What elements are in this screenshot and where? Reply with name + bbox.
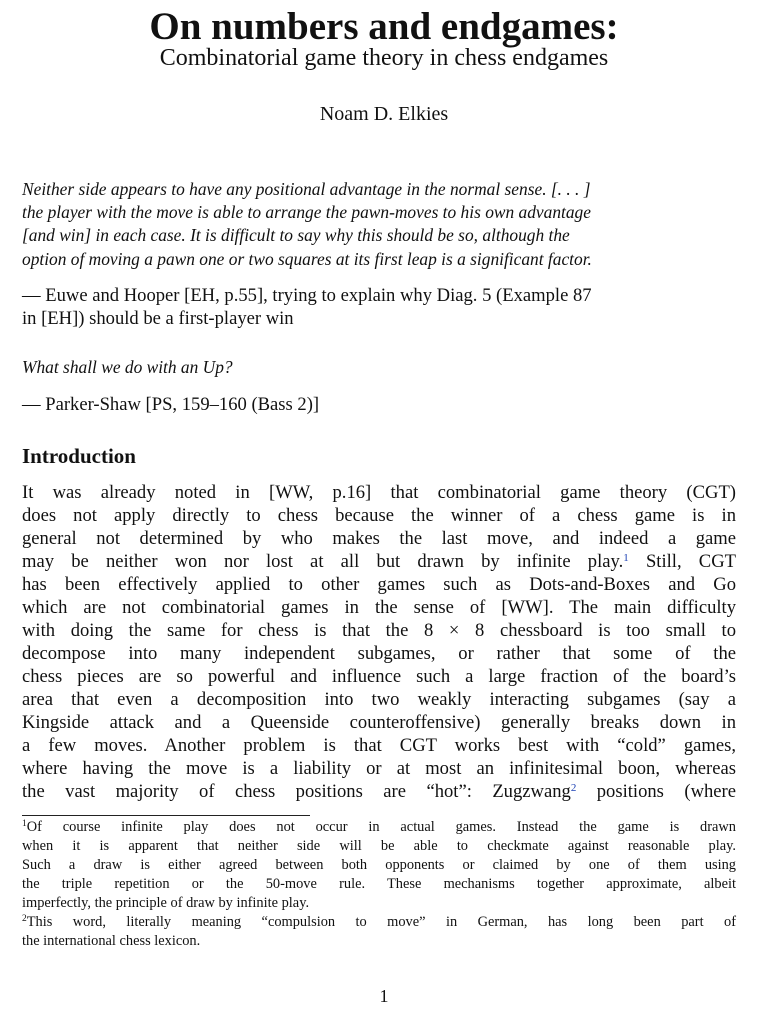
section-heading: Introduction bbox=[22, 444, 136, 468]
footnote-ref-2-link[interactable]: 2 bbox=[570, 782, 577, 794]
body-line: where having the move is a liability or at most an infinitesimal boon, whereas bbox=[22, 758, 736, 779]
epigraph-quote-line: Neither side appears to have any positional advantage in the normal sense. [. . . ] bbox=[22, 179, 591, 199]
footnote-1-line: when it is apparent that neither side will be able to checkmate against reasonable play. bbox=[22, 838, 736, 854]
paper-subtitle: Combinatorial game theory in chess endgames bbox=[159, 45, 609, 71]
footnote-1-line: Such a draw is either agreed between both opponents or claimed by one of them using bbox=[22, 857, 736, 873]
footnote-text: Of course infinite play does not occur in actual games. Instead the game is drawn bbox=[26, 819, 736, 835]
body-line: a few moves. Another problem is that CGT works best with “cold” games, bbox=[22, 735, 736, 756]
footnote-1-line: imperfectly, the principle of draw by infinite play. bbox=[22, 895, 310, 911]
epigraph-quote-line: option of moving a pawn one or two squares at its first leap is a significant factor. bbox=[22, 249, 592, 269]
body-line: does not apply directly to chess because the winner of a chess game is in bbox=[22, 505, 736, 526]
footnote-1-line: the triple repetition or the 50-move rule. These mechanisms together approximate, albeit bbox=[22, 876, 736, 892]
footnote-ref-1-link[interactable]: 1 bbox=[623, 552, 629, 564]
body-line: chess pieces are so powerful and influence such a large fraction of the board’s bbox=[22, 666, 736, 687]
footnote-text: This word, literally meaning “compulsion to move” in German, has long been part of bbox=[26, 914, 736, 930]
body-line: It was already noted in [WW, p.16] that combinatorial game theory (CGT) bbox=[22, 482, 736, 503]
body-text: may be neither won nor lost at all but drawn by infinite play. bbox=[22, 551, 624, 572]
footnote-1-line bbox=[22, 818, 736, 837]
epigraph-quote-line: [and win] in each case. It is difficult to say why this should be so, although the bbox=[22, 225, 570, 245]
body-line: which are not combinatorial games in the sense of [WW]. The main difficulty bbox=[22, 597, 736, 618]
body-line bbox=[22, 780, 736, 803]
epigraph-attribution-line: in [EH]) should be a first-player win bbox=[22, 308, 294, 329]
body-line: Kingside attack and a Queenside counteroffensive) generally breaks down in bbox=[22, 712, 736, 733]
body-line: has been effectively applied to other games such as Dots-and-Boxes and Go bbox=[22, 574, 736, 595]
epigraph-attribution-line: — Euwe and Hooper [EH, p.55], trying to explain why Diag. 5 (Example 87 bbox=[22, 285, 592, 306]
body-line: with doing the same for chess is that the 8 × 8 chessboard is too small to bbox=[22, 620, 736, 641]
body-text: the vast majority of chess positions are “hot”: Zugzwang bbox=[22, 781, 571, 802]
body-line: decompose into many independent subgames, or rather that some of the bbox=[22, 643, 736, 664]
body-line bbox=[22, 550, 736, 573]
footnote-2-line bbox=[22, 913, 736, 932]
footnote-rule bbox=[22, 815, 310, 816]
body-line: area that even a decomposition into two weakly interacting subgames (say a bbox=[22, 689, 736, 710]
footnote-2-mark: 2 bbox=[22, 914, 27, 924]
body-text: positions (where bbox=[576, 781, 736, 802]
footnote-2-line: the international chess lexicon. bbox=[22, 933, 201, 949]
body-line: general not determined by who makes the last move, and indeed a game bbox=[22, 528, 736, 549]
epigraph-quote-line: the player with the move is able to arrange the pawn-moves to his own advantage bbox=[22, 202, 591, 222]
epigraph2-attribution: — Parker-Shaw [PS, 159–160 (Bass 2)] bbox=[22, 394, 320, 415]
epigraph2-quote: What shall we do with an Up? bbox=[22, 357, 233, 377]
footnote-1-mark: 1 bbox=[22, 819, 27, 829]
page-number: 1 bbox=[379, 986, 389, 1006]
author-name: Noam D. Elkies bbox=[319, 103, 449, 125]
body-text: Still, CGT bbox=[628, 551, 736, 572]
paper-title: On numbers and endgames: bbox=[149, 5, 619, 48]
